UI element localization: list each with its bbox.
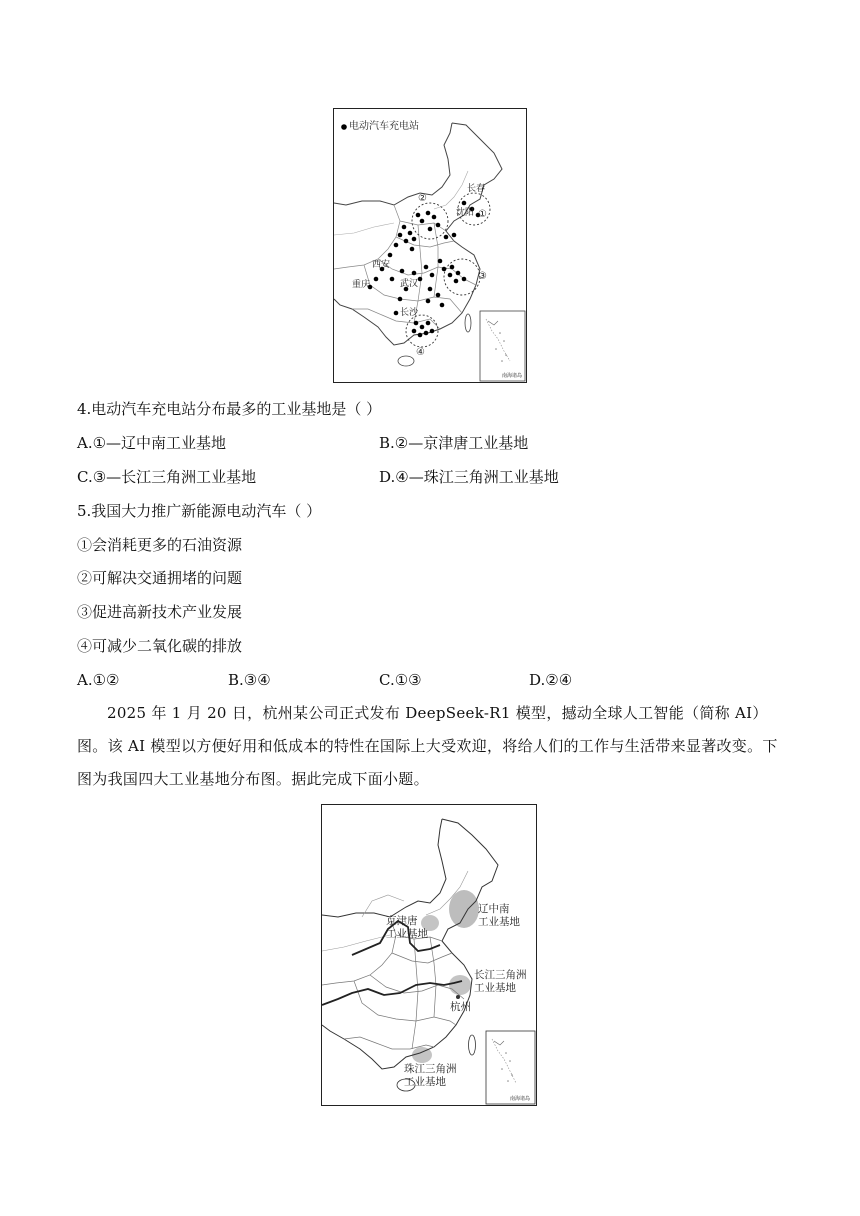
city-label-wuhan: 武汉 — [400, 279, 419, 289]
q4-option-d[interactable]: D.④—珠江三角洲工业基地 — [379, 468, 559, 486]
label-jingjintang: 京津唐 工业基地 — [386, 915, 428, 940]
label-liaozhongnan: 辽中南 工业基地 — [478, 903, 520, 928]
circle-label-1: ① — [478, 209, 487, 220]
industrial-base-map-graphic — [322, 805, 536, 1105]
city-label-changsha: 长沙 — [400, 308, 419, 318]
q4-option-a[interactable]: A.①—辽中南工业基地 — [77, 434, 227, 452]
q4-option-b[interactable]: B.②—京津唐工业基地 — [379, 434, 529, 452]
label-zhujiang: 珠江三角洲 工业基地 — [404, 1063, 457, 1088]
industrial-base-map — [321, 804, 537, 1106]
city-label-shenyang: 沈阳 — [456, 208, 475, 218]
q4-option-c[interactable]: C.③—长江三角洲工业基地 — [77, 468, 257, 486]
city-label-changchun: 长春 — [467, 184, 486, 194]
q5-option-a[interactable]: A.①② — [77, 671, 120, 689]
q5-option-c[interactable]: C.①③ — [379, 671, 422, 689]
q5-statement-3: ③促进高新技术产业发展 — [77, 603, 243, 621]
map2-inset-label: 南海诸岛 — [510, 1096, 531, 1102]
q5-statement-4: ④可减少二氧化碳的排放 — [77, 637, 243, 655]
city-label-chongqing: 重庆 — [352, 280, 371, 290]
q5-statement-1: ①会消耗更多的石油资源 — [77, 536, 243, 554]
q4-stem: 4.电动汽车充电站分布最多的工业基地是（ ） — [77, 400, 382, 418]
q5-statement-2: ②可解决交通拥堵的问题 — [77, 569, 243, 587]
circle-label-4: ④ — [416, 347, 425, 358]
circle-label-2: ② — [418, 193, 427, 204]
q5-stem: 5.我国大力推广新能源电动汽车（ ） — [77, 502, 322, 520]
charging-station-map — [333, 108, 527, 383]
map1-inset-label: 南海诸岛 — [502, 373, 523, 379]
charging-station-map-graphic — [334, 109, 526, 382]
passage-text: 2025 年 1 月 20 日，杭州某公司正式发布 DeepSeek-R1 模型，撼动全球人工智能（简称 AI）图。该 AI 模型以方便好用和低成本的特性在国际上大受欢迎，将给人们的工作与生活带来显著改变。下图为我国四大工业基地分布图。据此完成下面小题。 — [77, 704, 778, 788]
city-label-xian: 西安 — [372, 260, 391, 270]
map1-legend-label: 电动汽车充电站 — [349, 121, 419, 132]
circle-label-3: ③ — [478, 271, 487, 282]
label-hangzhou: 杭州 — [450, 1001, 471, 1013]
q5-option-b[interactable]: B.③④ — [228, 671, 271, 689]
q5-option-d[interactable]: D.②④ — [529, 671, 573, 689]
label-changjiang: 长江三角洲 工业基地 — [474, 969, 527, 994]
